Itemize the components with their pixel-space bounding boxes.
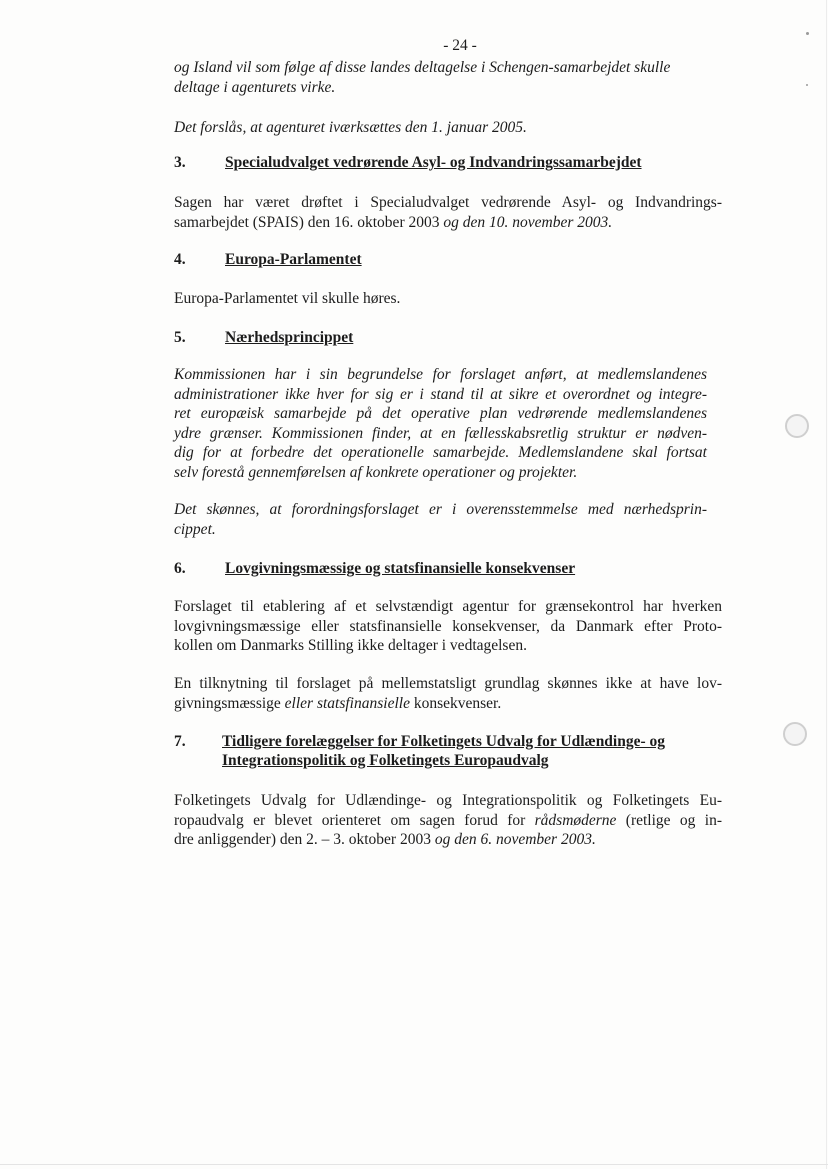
section-6-paragraph-1: Forslaget til etablering af et selvstændigt agentur for grænsekontrol har hverken lovgivningsmæssige eller statsfinansielle konsekvenser, da Danmark efter Proto- kollen om Danmarks Stilling ikke deltager i vedtagelsen. — [174, 598, 722, 654]
page-number: - 24 - — [443, 37, 477, 54]
scan-edge-bottom — [0, 1164, 828, 1165]
document-page: - 24 - og Island vil som følge af disse landes deltagelse i Schengen-samarbejdet skulle deltage i agenturets virke. Det forslås, at agenturet iværksættes den 1. januar 2005. 3. Specialudvalget vedrørende Asyl- og Indvandringssamarbejdet Sagen har været drøftet i Specialudvalget vedrørende Asyl- og Indvandrings- samarbejdet (SPAIS) den 16. oktober 2003 og den 10. november 2003. 4. Europa-Parlamentet Europa-Parlamentet vil skulle høres. 5. Nærhedsprincippet Kommissionen har i sin begrundelse for forslaget anført, at medlemslandenes administrationer ikke hver for sig er i stand til at sikre et overordnet og integre- ret europæisk samarbejde på det operative plan vedrørende medlemslandenes ydre grænser. Kommissionen finder, at en fællesskabsretlig struktur er nødven- dig for at forbedre det operationelle samarbejde. Medlemslandene skal fortsat selv forestå gennemførelsen af konkrete operationer og projekter. Det skønnes, at forordningsforslaget er i overensstemmelse med nærhedsprin- cippet. 6. Lovgivningsmæssige og statsfinansielle konsekvenser Forslaget til etablering af et selvstændigt agentur for grænsekontrol har hverken lovgivningsmæssige eller statsfinansielle konsekvenser, da Danmark efter Proto- kollen om Danmarks Stilling ikke deltager i vedtagelsen. En tilknytning til forslaget på mellemstatsligt grundlag skønnes ikke at have lov- givningsmæssige eller statsfinansielle konsekvenser. 7. Tidligere forelæggelser for Folketingets Udvalg for Udlændinge- og Integrationspolitik og Folketingets Europaudvalg Folketingets Udvalg for Udlændinge- og Integrationspolitik og Folketingets Eu- ropaudvalg er blevet orienteret om sagen forud for rådsmøderne (retlige og in- dre anliggender) den 2. – 3. oktober 2003 og den 6. november 2003. — [0, 0, 828, 1169]
section-6-paragraph-2: En tilknytning til forslaget på mellemstatsligt grundlag skønnes ikke at have lov- givningsmæssige eller statsfinansielle konsekvenser. — [174, 675, 722, 712]
intro-paragraph: og Island vil som følge af disse landes deltagelse i Schengen-samarbejdet skulle deltage i agenturets virke. — [174, 59, 671, 96]
proposal-paragraph: Det forslås, at agenturet iværksættes den 1. januar 2005. — [174, 119, 527, 136]
section-5-paragraph-1: Kommissionen har i sin begrundelse for forslaget anført, at medlemslandenes administrationer ikke hver for sig er i stand til at sikre et overordnet og integre- ret europæisk samarbejde på det operative plan vedrørende medlemslandenes ydre grænser. Kommissionen finder, at en fællesskabsretlig struktur er nødven- dig for at forbedre det operationelle samarbejde. Medlemslandene skal fortsat selv forestå gennemførelsen af konkrete operationer og projekter. — [174, 366, 707, 481]
scan-speck — [806, 84, 808, 86]
section-4-paragraph: Europa-Parlamentet vil skulle høres. — [174, 290, 401, 307]
section-3-paragraph: Sagen har været drøftet i Specialudvalget vedrørende Asyl- og Indvandrings- samarbejdet (SPAIS) den 16. oktober 2003 og den 10. november 2003. — [174, 194, 722, 231]
punch-hole — [783, 722, 807, 746]
scan-speck — [806, 32, 809, 35]
scan-edge-right — [826, 0, 827, 1169]
section-5-paragraph-2: Det skønnes, at forordningsforslaget er i overensstemmelse med nærhedsprin- cippet. — [174, 501, 707, 538]
punch-hole — [785, 414, 809, 438]
section-7-heading: 7. Tidligere forelæggelser for Folketingets Udvalg for Udlændinge- og Integrationspolitik og Folketingets Europaudvalg — [174, 733, 666, 769]
section-7-paragraph: Folketingets Udvalg for Udlændinge- og Integrationspolitik og Folketingets Eu- ropaudvalg er blevet orienteret om sagen forud for rådsmøderne (retlige og in- dre anliggender) den 2. – 3. oktober 2003 og den 6. november 2003. — [174, 792, 722, 848]
